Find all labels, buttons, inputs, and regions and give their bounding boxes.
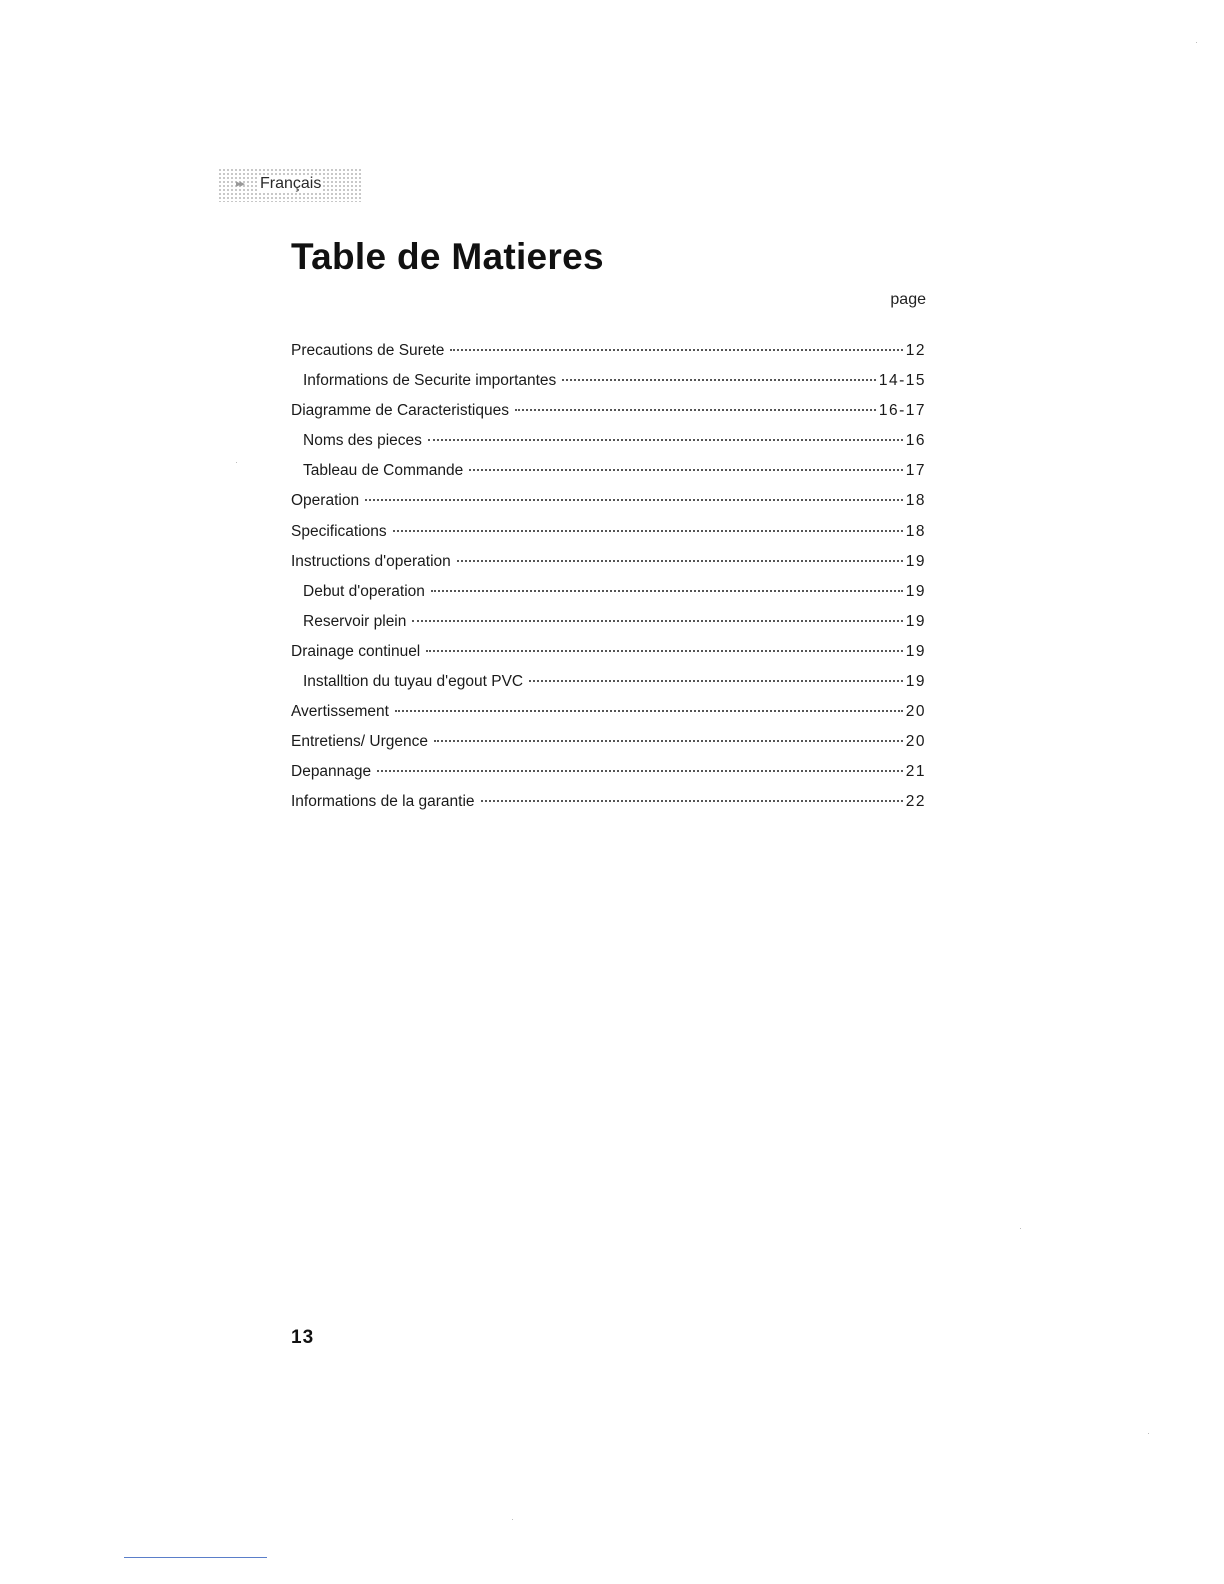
- toc-entry-label: Specifications: [291, 522, 387, 540]
- toc-entry-page: 19: [905, 552, 926, 570]
- toc-entry-page: 20: [905, 733, 926, 751]
- dot-leader: [481, 800, 903, 802]
- scan-artifact-line: [124, 1557, 267, 1558]
- dot-leader: [377, 770, 903, 772]
- toc-entry: [291, 396, 926, 426]
- table-of-contents: [291, 336, 926, 818]
- toc-entry-page: 14-15: [878, 372, 926, 390]
- toc-subentry: [291, 426, 926, 456]
- toc-entry: [291, 697, 926, 727]
- toc-entry-page: 16: [905, 432, 926, 450]
- toc-entry-page: 16-17: [878, 402, 926, 420]
- dot-leader: [469, 469, 902, 471]
- scan-speck: [1148, 1433, 1149, 1434]
- page-title: Table de Matieres: [291, 236, 604, 277]
- scan-speck: [1196, 42, 1197, 43]
- toc-entry: [291, 757, 926, 787]
- toc-entry-label: Noms des pieces: [303, 432, 422, 450]
- toc-entry-label: Reservoir plein: [303, 612, 407, 630]
- dot-leader: [426, 650, 902, 652]
- toc-entry-page: 21: [905, 763, 926, 781]
- toc-entry: [291, 727, 926, 757]
- toc-entry: [291, 486, 926, 516]
- toc-entry-label: Precautions de Surete: [291, 342, 445, 359]
- toc-entry-label: Instructions d'operation: [291, 552, 451, 570]
- page-column-header: page: [890, 291, 926, 308]
- toc-entry: [291, 637, 926, 667]
- toc-entry-page: 18: [905, 492, 926, 510]
- arrow-marker-icon: ▸▸: [236, 178, 244, 190]
- toc-subentry: [291, 607, 926, 637]
- dot-leader: [529, 680, 903, 682]
- toc-entry-page: 19: [905, 673, 926, 691]
- toc-entry-label: Informations de la garantie: [291, 793, 475, 811]
- dot-leader: [395, 710, 903, 712]
- toc-entry-label: Tableau de Commande: [303, 462, 464, 480]
- dot-leader: [428, 439, 903, 441]
- toc-entry-page: 19: [905, 612, 926, 630]
- dot-leader: [412, 620, 902, 622]
- toc-entry-label: Avertissement: [291, 703, 389, 721]
- page-number: 13: [291, 1327, 315, 1348]
- language-label: Français: [260, 175, 322, 192]
- toc-entry-label: Debut d'operation: [303, 582, 425, 600]
- toc-entry-label: Operation: [291, 492, 360, 510]
- dot-leader: [450, 349, 902, 351]
- toc-entry-page: 20: [905, 703, 926, 721]
- toc-entry-page: 19: [905, 582, 926, 600]
- toc-entry-page: 12: [905, 342, 926, 359]
- dot-leader: [393, 530, 903, 532]
- scan-speck: [236, 462, 237, 463]
- toc-subentry: [291, 456, 926, 486]
- toc-subentry: [291, 667, 926, 697]
- dot-leader: [562, 379, 876, 381]
- toc-entry-label: Installtion du tuyau d'egout PVC: [303, 673, 524, 691]
- toc-entry: [291, 336, 926, 366]
- dot-leader: [457, 560, 903, 562]
- toc-entry-page: 19: [905, 642, 926, 660]
- dot-leader: [365, 499, 903, 501]
- toc-subentry: [291, 366, 926, 396]
- toc-entry-label: Depannage: [291, 763, 372, 781]
- toc-entry: [291, 787, 926, 817]
- toc-entry: [291, 517, 926, 547]
- toc-entry-label: Informations de Securite importantes: [303, 372, 557, 390]
- toc-entry-label: Diagramme de Caracteristiques: [291, 402, 509, 420]
- toc-entry: [291, 547, 926, 577]
- toc-subentry: [291, 577, 926, 607]
- toc-entry-label: Entretiens/ Urgence: [291, 733, 428, 751]
- toc-entry-page: 22: [905, 793, 926, 811]
- dot-leader: [515, 409, 876, 411]
- toc-entry-page: 18: [905, 522, 926, 540]
- toc-entry-page: 17: [905, 462, 926, 480]
- toc-entry-label: Drainage continuel: [291, 642, 421, 660]
- dot-leader: [434, 740, 903, 742]
- language-tab: [218, 168, 362, 202]
- dot-leader: [431, 590, 903, 592]
- scan-speck: [512, 1519, 513, 1520]
- scan-speck: [1020, 1228, 1021, 1229]
